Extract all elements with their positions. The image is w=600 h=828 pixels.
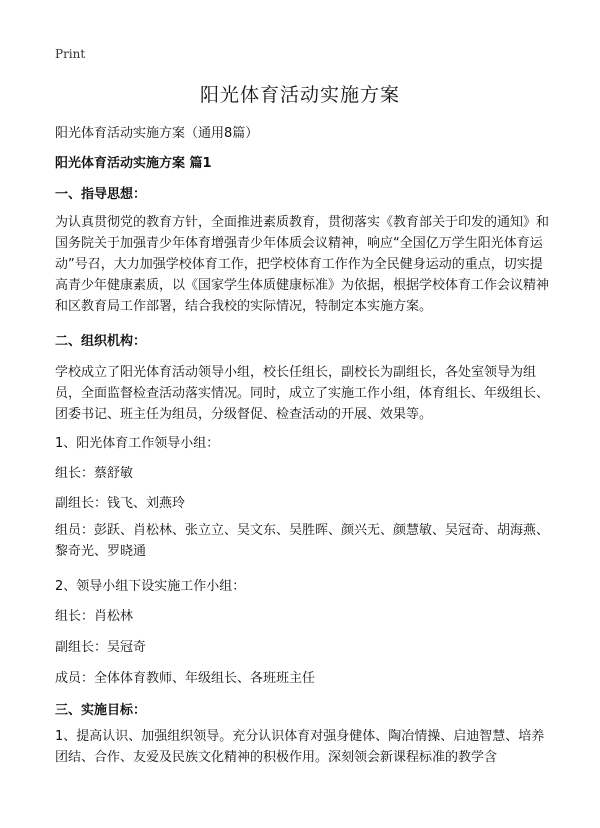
leader-group-title: 1、阳光体育工作领导小组： [55, 436, 220, 451]
work-group-title: 2、领导小组下设实施工作小组： [55, 579, 246, 594]
section-heading-organization: 二、组织机构： [55, 334, 147, 349]
document-subtitle: 阳光体育活动实施方案（通用8篇） [55, 126, 259, 141]
work-group-leader: 组长：肖松林 [55, 609, 134, 624]
leader-group-leader: 组长：蔡舒敏 [55, 466, 134, 481]
section-heading-goals: 三、实施目标： [55, 703, 147, 718]
work-group-members: 成员：全体体育教师、年级组长、各班班主任 [55, 671, 316, 686]
leader-group-members: 组员：彭跃、肖松林、张立立、吴文东、吴胜晖、颜兴无、颜慧敏、吴冠奇、胡海燕、黎奇光、罗晓通 [55, 523, 550, 559]
document-title: 阳光体育活动实施方案 [199, 84, 400, 106]
section-body-guiding-ideology: 为认真贯彻党的教育方针，全面推进素质教育，贯彻落实《教育部关于印发的通知》和国务院关于加强青少年体育增强青少年体质会议精神，响应“全国亿万学生阳光体育运动”号召，大力加强学校体育工作，把学校体育工作作为全民健身运动的重点，切实提高青少年健康素质，以《国家学生体质健康标准》为依据，根据学校体育工作会议精神和区教育局工作部署，结合我校的实际情况，特制定本实施方案。 [55, 215, 550, 314]
section-body-organization: 学校成立了阳光体育活动领导小组，校长任组长，副校长为副组长，各处室领导为组员，全面监督检查活动落实情况。同时，成立了实施工作小组，体育组长、年级组长、团委书记、班主任为组员，分级督促、检查活动的开展、效果等。 [55, 365, 550, 422]
section-heading-guiding-ideology: 一、指导思想： [55, 187, 147, 202]
leader-group-deputy: 副组长：钱飞、刘燕玲 [55, 496, 186, 511]
section-body-goals: 1、提高认识、加强组织领导。充分认识体育对强身健体、陶冶情操、启迪智慧、培养团结、合作、友爱及民族文化精神的积极作用。深刻领会新课程标准的教学含 [55, 729, 545, 765]
piece-heading: 阳光体育活动实施方案 篇1 [55, 156, 212, 171]
print-link[interactable]: Print [55, 47, 86, 61]
work-group-deputy: 副组长：吴冠奇 [55, 640, 147, 655]
